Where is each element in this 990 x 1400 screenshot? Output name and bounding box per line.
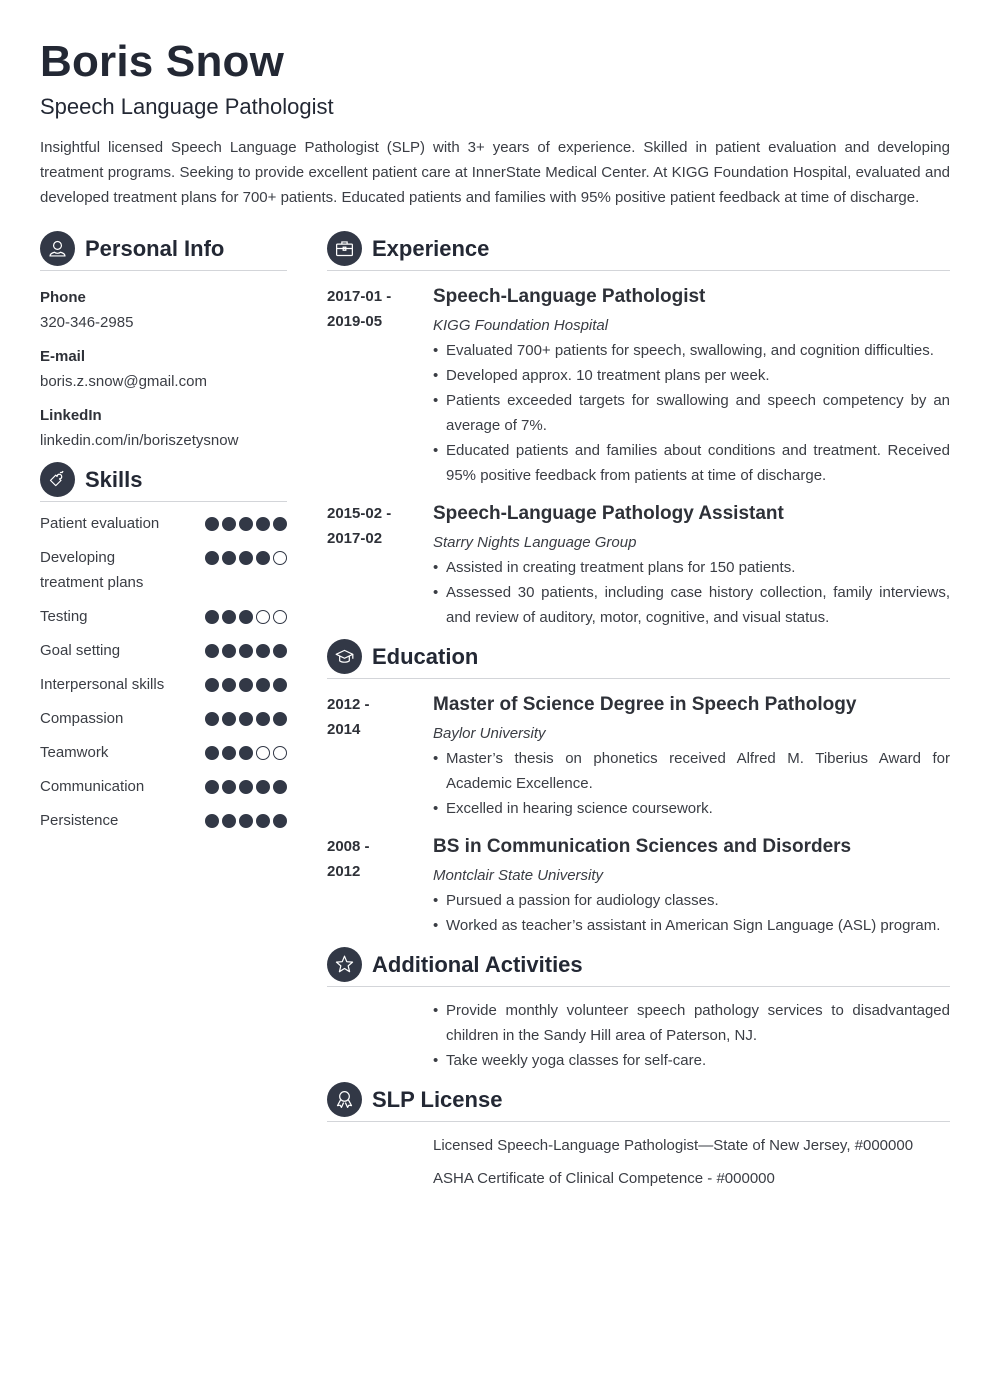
entry <box>327 834 950 938</box>
skill-name: Interpersonal skills <box>40 676 165 693</box>
rating-dot-empty-icon <box>256 610 270 624</box>
right-column <box>327 231 950 1199</box>
rating-dot-filled-icon <box>222 551 236 565</box>
rating-dot-filled-icon <box>205 780 219 794</box>
rating-dot-filled-icon <box>239 517 253 531</box>
rating-dot-filled-icon <box>222 746 236 760</box>
rating-dot-filled-icon <box>222 517 236 531</box>
section-title: Skills <box>85 466 143 492</box>
section-divider <box>327 986 950 987</box>
bullet-item: • Developed approx. 10 treatment plans per week. <box>433 363 950 388</box>
candidate-title: Speech Language Pathologist <box>40 94 334 119</box>
summary: Insightful licensed Speech Language Pathologist (SLP) with 3+ years of experience. Skilled in patient evaluation and developing treatment programs. Seeking to provide excellent patient care at InnerState Medical Center. At KIGG Foundation Hospital, evaluated and developed treatment plans for 700+ patients. Educated patients and families with 95% positive patient feedback at time of discharge. <box>40 139 950 206</box>
phone-value: 320-346-2985 <box>40 314 134 331</box>
entry <box>327 692 950 821</box>
bullet-item: • Assessed 30 patients, including case history collection, family interviews, and review of auditory, motor, cognitive, and visual status. <box>433 580 950 630</box>
skill-row <box>40 511 287 536</box>
left-column <box>40 231 287 842</box>
entry-bullets <box>433 555 950 630</box>
bullet-item: • Educated patients and families about conditions and treatment. Received 95% positive feedback from patients at time of discharge. <box>433 438 950 488</box>
date-start: 2012 - <box>327 696 370 713</box>
rating-dot-filled-icon <box>205 814 219 828</box>
experience-section <box>327 231 950 630</box>
rating-dot-filled-icon <box>273 712 287 726</box>
skill-rating <box>205 545 287 565</box>
date-end: 2012 <box>327 863 361 880</box>
bullet-item: • Excelled in hearing science coursework. <box>433 796 950 821</box>
personal-info-section <box>40 231 287 453</box>
activity-item: • Take weekly yoga classes for self-care. <box>433 1048 950 1073</box>
rating-dot-filled-icon <box>239 551 253 565</box>
info-label: Phone <box>40 289 86 306</box>
skill-row <box>40 672 287 697</box>
experience-list <box>327 284 950 630</box>
education-list <box>327 692 950 938</box>
skill-rating <box>205 638 287 658</box>
rating-dot-filled-icon <box>205 712 219 726</box>
rating-dot-filled-icon <box>239 814 253 828</box>
info-linkedin <box>40 403 287 453</box>
rating-dot-filled-icon <box>205 746 219 760</box>
section-divider <box>40 270 287 271</box>
skill-row <box>40 774 287 799</box>
skill-row <box>40 545 287 595</box>
rating-dot-filled-icon <box>222 610 236 624</box>
date-end: 2017-02 <box>327 530 383 547</box>
rating-dot-filled-icon <box>256 814 270 828</box>
skill-row <box>40 706 287 731</box>
bullet-item: • Assisted in creating treatment plans for 150 patients. <box>433 555 950 580</box>
star-icon <box>327 947 362 982</box>
entry-organization: Montclair State University <box>433 867 604 884</box>
puzzle-icon <box>40 462 75 497</box>
entry-body <box>433 501 950 630</box>
rating-dot-filled-icon <box>273 517 287 531</box>
section-title: Education <box>372 643 479 669</box>
skill-row <box>40 808 287 833</box>
rating-dot-filled-icon <box>273 814 287 828</box>
entry-organization: Starry Nights Language Group <box>433 534 637 551</box>
skill-name: Patient evaluation <box>40 515 160 532</box>
bullet-item: • Worked as teacher’s assistant in American Sign Language (ASL) program. <box>433 913 950 938</box>
entry-date <box>327 501 433 630</box>
rating-dot-filled-icon <box>256 551 270 565</box>
license-item: Licensed Speech-Language Pathologist—State of New Jersey, #000000 <box>433 1137 914 1154</box>
activity-item: • Provide monthly volunteer speech pathology services to disadvantaged children in the Sandy Hill area of Paterson, NJ. <box>433 998 950 1048</box>
skill-row <box>40 740 287 765</box>
entry-body <box>433 692 950 821</box>
date-end: 2019-05 <box>327 313 383 330</box>
skill-name: Communication <box>40 778 145 795</box>
linkedin-link[interactable]: linkedin.com/in/boriszetysnow <box>40 432 239 449</box>
info-phone <box>40 285 287 335</box>
rating-dot-filled-icon <box>273 678 287 692</box>
rating-dot-filled-icon <box>239 678 253 692</box>
activities-list <box>327 998 950 1073</box>
skill-rating <box>205 774 287 794</box>
entry-bullets <box>433 746 950 821</box>
rating-dot-filled-icon <box>273 780 287 794</box>
info-email <box>40 344 287 394</box>
entry-organization: Baylor University <box>433 725 546 742</box>
rating-dot-empty-icon <box>273 746 287 760</box>
rating-dot-filled-icon <box>239 644 253 658</box>
info-label: LinkedIn <box>40 407 102 424</box>
bullet-item: • Pursued a passion for audiology classes. <box>433 888 950 913</box>
skill-row <box>40 604 287 629</box>
rating-dot-empty-icon <box>256 746 270 760</box>
skill-name: Developing treatment plans <box>40 549 144 591</box>
skill-rating <box>205 672 287 692</box>
section-divider <box>327 1121 950 1122</box>
skill-name: Goal setting <box>40 642 121 659</box>
rating-dot-filled-icon <box>205 678 219 692</box>
rating-dot-empty-icon <box>273 551 287 565</box>
rating-dot-filled-icon <box>222 712 236 726</box>
rating-dot-filled-icon <box>273 644 287 658</box>
info-label: E-mail <box>40 348 86 365</box>
entry <box>327 284 950 488</box>
date-start: 2015-02 - <box>327 505 392 522</box>
rating-dot-filled-icon <box>222 814 236 828</box>
rating-dot-filled-icon <box>256 644 270 658</box>
entry-body <box>433 834 950 938</box>
entry-title: BS in Communication Sciences and Disorders <box>433 836 852 857</box>
license-item: ASHA Certificate of Clinical Competence - #000000 <box>433 1170 775 1187</box>
rating-dot-filled-icon <box>256 678 270 692</box>
rating-dot-filled-icon <box>256 712 270 726</box>
skill-rating <box>205 604 287 624</box>
entry-bullets <box>433 888 950 938</box>
rating-dot-filled-icon <box>256 517 270 531</box>
entry-bullets <box>433 338 950 488</box>
date-end: 2014 <box>327 721 361 738</box>
skill-name: Compassion <box>40 710 124 727</box>
bullet-item: • Evaluated 700+ patients for speech, swallowing, and cognition difficulties. <box>433 338 950 363</box>
bullet-item: • Master’s thesis on phonetics received Alfred M. Tiberius Award for Academic Excellence. <box>433 746 950 796</box>
entry-title: Speech-Language Pathologist <box>433 286 706 307</box>
skill-rating <box>205 706 287 726</box>
entry <box>327 501 950 630</box>
entry-date <box>327 692 433 821</box>
award-ribbon-icon <box>327 1082 362 1117</box>
section-title: Experience <box>372 235 490 261</box>
entry-title: Master of Science Degree in Speech Pathology <box>433 694 857 715</box>
bullet-item: • Patients exceeded targets for swallowing and speech competency by an average of 7%. <box>433 388 950 438</box>
skill-name: Teamwork <box>40 744 109 761</box>
person-icon <box>40 231 75 266</box>
entry-date <box>327 834 433 938</box>
rating-dot-filled-icon <box>205 610 219 624</box>
rating-dot-filled-icon <box>205 551 219 565</box>
section-divider <box>40 501 287 502</box>
license-section <box>327 1082 950 1191</box>
section-title: Additional Activities <box>372 951 583 977</box>
entry-organization: KIGG Foundation Hospital <box>433 317 609 334</box>
candidate-name: Boris Snow <box>40 37 285 86</box>
email-link[interactable]: boris.z.snow@gmail.com <box>40 373 207 390</box>
education-section <box>327 639 950 938</box>
activities-section <box>327 947 950 1073</box>
skill-rating <box>205 511 287 531</box>
skills-section <box>40 462 287 833</box>
rating-dot-filled-icon <box>205 644 219 658</box>
date-start: 2017-01 - <box>327 288 392 305</box>
entry-title: Speech-Language Pathology Assistant <box>433 503 784 524</box>
rating-dot-filled-icon <box>239 780 253 794</box>
entry-date <box>327 284 433 488</box>
rating-dot-filled-icon <box>256 780 270 794</box>
section-divider <box>327 678 950 679</box>
rating-dot-filled-icon <box>222 678 236 692</box>
date-start: 2008 - <box>327 838 370 855</box>
section-title: SLP License <box>372 1086 503 1112</box>
license-list <box>327 1133 950 1191</box>
skills-list <box>40 511 287 833</box>
skill-rating <box>205 808 287 828</box>
section-title: Personal Info <box>85 235 225 261</box>
rating-dot-filled-icon <box>239 746 253 760</box>
skill-row <box>40 638 287 663</box>
briefcase-icon <box>327 231 362 266</box>
graduation-cap-icon <box>327 639 362 674</box>
entry-body <box>433 284 950 488</box>
rating-dot-filled-icon <box>239 610 253 624</box>
rating-dot-empty-icon <box>273 610 287 624</box>
rating-dot-filled-icon <box>205 517 219 531</box>
skill-name: Testing <box>40 608 88 625</box>
skill-name: Persistence <box>40 812 119 829</box>
rating-dot-filled-icon <box>222 780 236 794</box>
rating-dot-filled-icon <box>239 712 253 726</box>
rating-dot-filled-icon <box>222 644 236 658</box>
skill-rating <box>205 740 287 760</box>
section-divider <box>327 270 950 271</box>
